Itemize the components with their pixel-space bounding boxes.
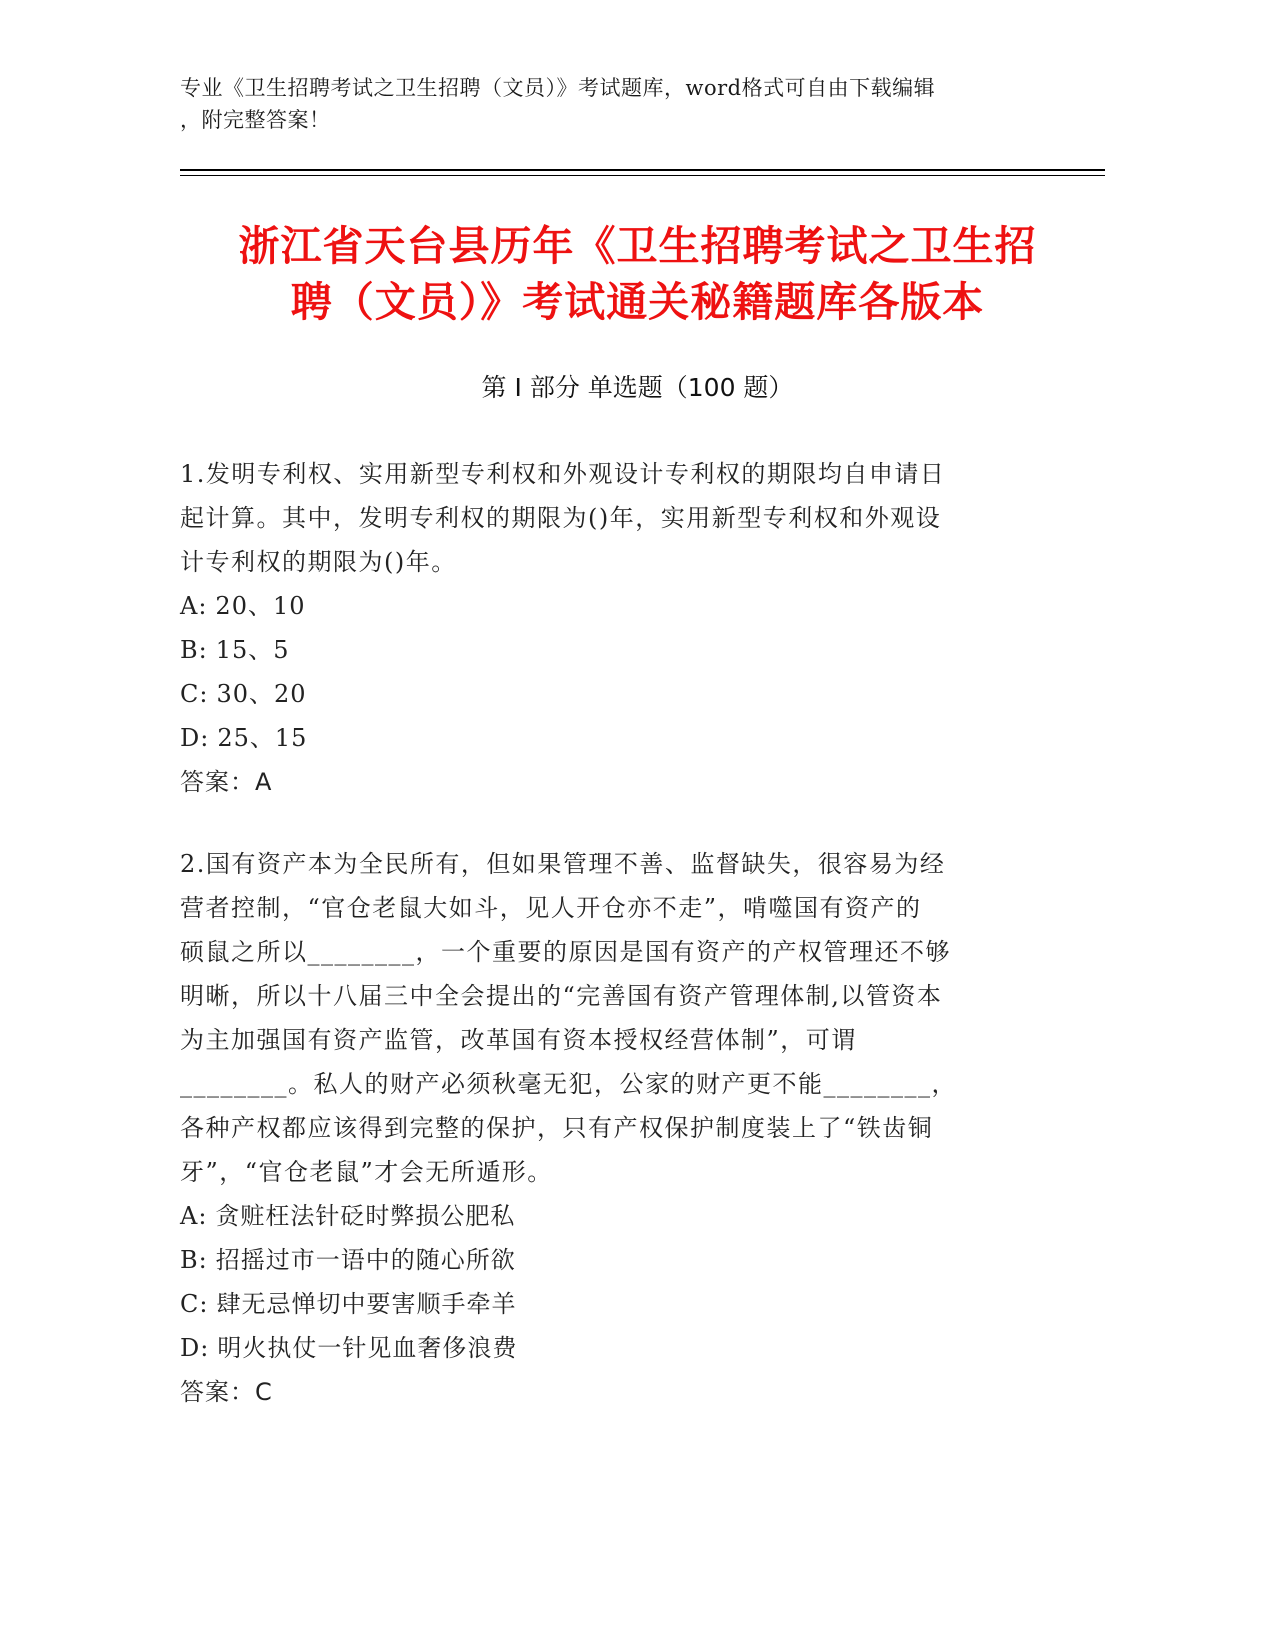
- document-header-note: [180, 72, 1040, 136]
- option-text: 30、20: [216, 680, 307, 708]
- option-key: D:: [180, 1334, 210, 1362]
- question-stem-line: 计专利权的期限为()年。: [180, 548, 457, 576]
- option-text: 贪赃枉法针砭时弊损公肥私: [215, 1202, 516, 1230]
- option-key: D:: [180, 724, 210, 752]
- question-stem-line: ________。私人的财产必须秋毫无犯，公家的财产更不能________，: [180, 1070, 957, 1098]
- option-d: [180, 1326, 1040, 1370]
- option-text: 明火执仗一针见血奢侈浪费: [217, 1334, 518, 1362]
- option-key: A:: [180, 592, 208, 620]
- option-d: [180, 716, 1040, 760]
- header-note-line-1: 专业《卫生招聘考试之卫生招聘（文员）》考试题库，word格式可自由下载编辑: [180, 76, 936, 100]
- option-text: 20、10: [215, 592, 306, 620]
- answer-line: 答案：C: [180, 1378, 273, 1406]
- option-text: 25、15: [217, 724, 308, 752]
- document-title: [150, 218, 1125, 330]
- question-1: [180, 452, 1040, 804]
- question-stem: [180, 452, 1040, 584]
- question-stem-line: 硕鼠之所以________，一个重要的原因是国有资产的产权管理还不够: [180, 938, 951, 966]
- option-b: [180, 628, 1040, 672]
- question-stem-line: 营者控制，“官仓老鼠大如斗，见人开仓亦不走”，啃噬国有资产的: [180, 894, 922, 922]
- section-heading: 第 I 部分 单选题（100 题）: [481, 373, 794, 402]
- option-text: 15、5: [215, 636, 290, 664]
- question-stem-line: 1.发明专利权、实用新型专利权和外观设计专利权的期限均自申请日: [180, 460, 946, 488]
- option-key: A:: [180, 1202, 208, 1230]
- header-divider-thin: [180, 175, 1105, 176]
- answer-line: 答案：A: [180, 768, 273, 796]
- option-key: B:: [180, 636, 208, 664]
- document-title-line-1: 浙江省天台县历年《卫生招聘考试之卫生招: [238, 222, 1037, 270]
- option-a: [180, 1194, 1040, 1238]
- question-stem: [180, 842, 1040, 1194]
- option-text: 招摇过市一语中的随心所欲: [215, 1246, 516, 1274]
- question-stem-line: 明晰，所以十八届三中全会提出的“完善国有资产管理体制,以管资本: [180, 982, 943, 1010]
- option-key: C:: [180, 680, 209, 708]
- option-key: C:: [180, 1290, 209, 1318]
- option-c: [180, 672, 1040, 716]
- question-stem-line: 各种产权都应该得到完整的保护，只有产权保护制度装上了“铁齿铜: [180, 1114, 934, 1142]
- question-2: [180, 842, 1040, 1414]
- header-note-line-2: ，附完整答案！: [180, 108, 331, 132]
- option-c: [180, 1282, 1040, 1326]
- question-stem-line: 为主加强国有资产监管，改革国有资本授权经营体制”，可谓: [180, 1026, 857, 1054]
- option-b: [180, 1238, 1040, 1282]
- option-a: [180, 584, 1040, 628]
- option-key: B:: [180, 1246, 208, 1274]
- question-stem-line: 牙”，“官仓老鼠”才会无所遁形。: [180, 1158, 553, 1186]
- question-stem-line: 起计算。其中，发明专利权的期限为()年，实用新型专利权和外观设: [180, 504, 942, 532]
- option-text: 肆无忌惮切中要害顺手牵羊: [216, 1290, 517, 1318]
- document-title-line-2: 聘（文员）》考试通关秘籍题库各版本: [290, 278, 985, 326]
- header-divider-thick: [180, 169, 1105, 171]
- question-stem-line: 2.国有资产本为全民所有，但如果管理不善、监督缺失，很容易为经: [180, 850, 946, 878]
